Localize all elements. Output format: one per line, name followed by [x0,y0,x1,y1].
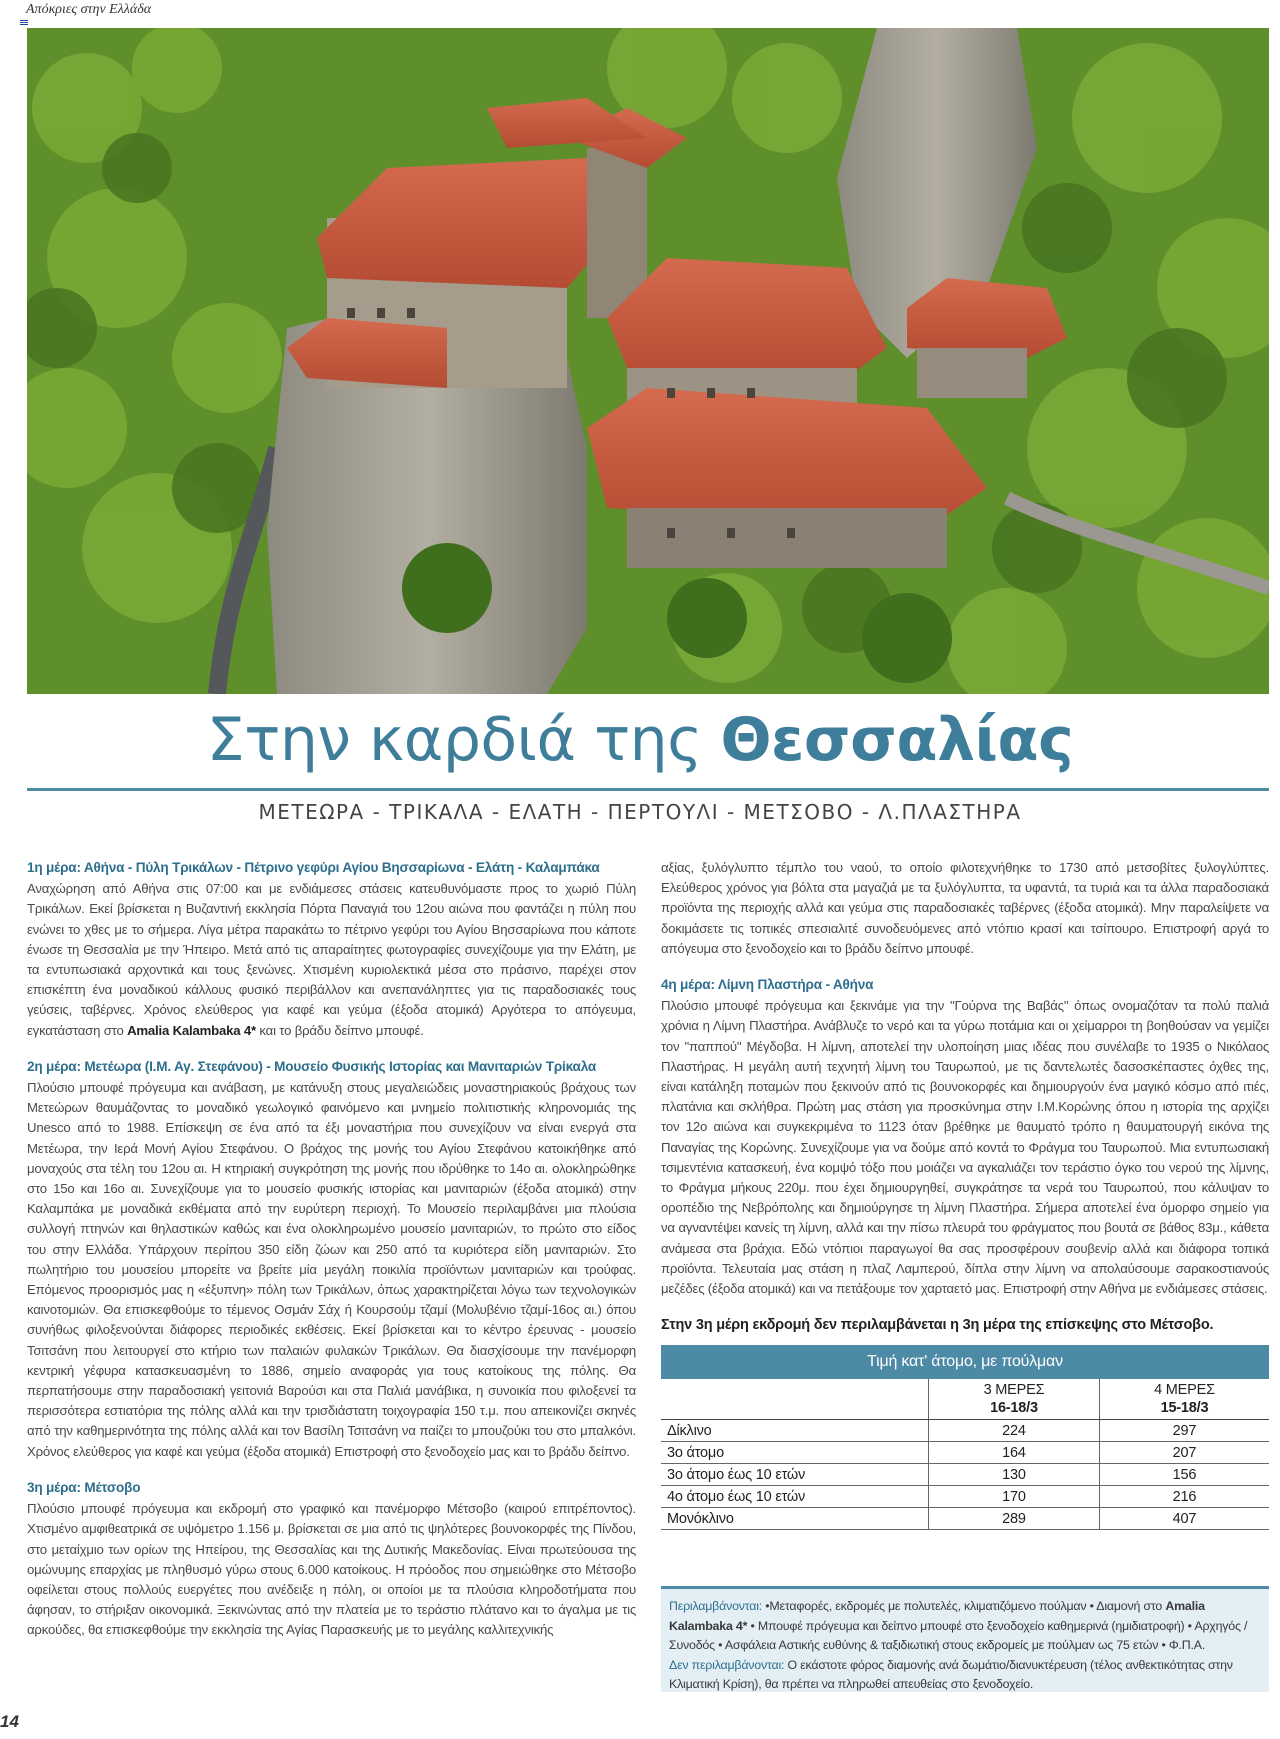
day-title: 4η μέρα: Λίμνη Πλαστήρα - Αθήνα [661,977,874,993]
day-3 [27,1478,636,1641]
hero-photo [27,28,1269,694]
itinerary-right-column [661,858,1269,1530]
includes-box: Περιλαμβάνονται: •Μεταφορές, εκδρομές με πολυτελές, κλιματιζόμενο πούλμαν • Διαμονή στο Amalia Kalambaka 4* • Μπουφέ πρόγευμα και δείπνο μπουφέ στο ξενοδοχείο καθημερινά (ημιδιατροφή) • Αρχηγός / Συνοδός • Ασφάλεια Αστικής ευθύνης & ταξιδιωτική στους εκδρομείς με πούλμαν ως 75 ετών • Φ.Π.Α. Δεν περιλαμβάνονται: Ο εκάστοτε φόρος διαμονής ανά δωμάτιο/διανυκτέρευση (τέλος ανθεκτικότητας στην Κλιματική Κρίση), θα πρέπει να πληρωθεί απευθείας στο ξενοδοχείο. [661,1586,1269,1692]
price-cell: 289 [929,1508,1100,1530]
table-row [661,1486,1269,1508]
trip-note: Στην 3η μέρη εκδρομή δεν περιλαμβάνεται η 3η μέρα της επίσκεψης στο Μέτσοβο. [661,1317,1214,1334]
price-cell: 297 [1099,1420,1269,1442]
includes-label: Περιλαμβάνονται: [669,1599,763,1613]
day-text: Αναχώρηση από Αθήνα στις 07:00 και με ενδιάμεσες στάσεις κατευθυνόμαστε προς το χωριό Πύλη Τρικάλων. Εκεί βρίσκεται η Βυζαντινή εκκλησία Πόρτα Παναγιά του 12ου αιώνα που φαντάζει η πύλη που ενώνει το χθες με το σήμερα. Λίγα μέτρα παρακάτω το πέτρινο γεφύρι του Αγίου Βησσαρίωνα που κάποτε ένωσε τη Θεσσαλία με την Ήπειρο. Μετά από τις απαραίτητες φωτογραφίες συνεχίζουμε για την Ελάτη, με τα εντυπωσιακά αρχοντικά και τους ξενώνες. Χτισμένη κυριολεκτικά μέσα στο πράσινο, παρέχει στον επισκέπτη ένα μοναδικού κάλλους φυσικό περιβάλλον και ανεπανάληπτες για τις παραδοσιακές τους γεύσεις, ταβέρνες. Χρόνος ελεύθερος για καφέ και γεύμα (έξοδα ατομικά) Αργότερα το απόγευμα, εγκατάσταση στο Amalia Kalambaka 4* και το βράδυ δείπνο μπουφέ. [27,881,636,1038]
route-subtitle: ΜΕΤΕΩΡΑ - ΤΡΙΚΑΛΑ - ΕΛΑΤΗ - ΠΕΡΤΟΥΛΙ - ΜΕΤΣΟΒΟ - Λ.ΠΛΑΣΤΗΡΑ [258,800,1022,824]
price-cell: 224 [929,1420,1100,1442]
day-2 [27,1057,636,1462]
page-number: 14 [0,1712,19,1731]
price-cell: 207 [1099,1442,1269,1464]
price-cell: 164 [929,1442,1100,1464]
table-row [661,1508,1269,1530]
row-label: 3ο άτομο έως 10 ετών [661,1464,929,1486]
column-4-days: 4 ΜΕΡΕΣ 15-18/3 [1099,1379,1269,1420]
itinerary-left-column [27,858,636,1657]
day-3-continued [661,858,1269,959]
day-text: Πλούσιο μπουφέ πρόγευμα και ξεκινάμε για την "Γούρνα της Βαβάς" όπως ονομαζόταν τα πολύ παλιά χρόνια η Λίμνη Πλαστήρα. Ανάβλυζε το νερό και τα γύρω ποτάμια και οι χείμαρροι τη βοηθούσαν να γεμίζει τον "παππού" Μέγδοβα. Η λίμνη, αποτελεί την υλοποίηση μιας ιδέας που συνέλαβε το 1935 ο Νικόλαος Πλαστήρας. Η μεγάλη αυτή τεχνητή λίμνη του Ταυρωπού, με τις δαντελωτές δασοσκέπαστες όχθες της, είναι κατάληξη ποταμών που ξεκινούν από τις βουνοκορφές και δημιουργούν ένα μαγικό κόσμο από ιτιές, πλατάνια και σκλήθρα. Πρώτη μας στάση για προσκύνημα στην Ι.Μ.Κορώνης όπου η ιστορία της αρχίζει τον 12ο αιώνα και συγκεκριμένα το 1123 όταν βρέθηκε με θαυματό τρόπο η θαυματουργή εικόνα της Παναγίας της Κορώνης. Συνεχίζουμε για να δούμε από κοντά το Φράγμα του Ταυρωπού. Μια εντυπωσιακή τσιμεντένια κατασκευή, ένα κομψό τόξο που μοιάζει να αγκαλιάζει τον τεράστιο όγκο του νερού της λίμνης, το Φράγμα μήκους 220μ. που έχει δημιουργηθεί, συγκράτησε τα νερά του Ταυρωπού, που κάλυψαν το οροπέδιο της Νεβρόπολης και δημιούργησε τη λίμνη Πλαστήρα. Σήμερα αποτελεί ένα όμορφο σημείο για να αγναντέψει κανείς τη λίμνη, αλλά και την πίσω πλευρά του φράγματος που βουτά σε βάθος 83μ., κάθετα ανάμεσα στα βράχια. Εδώ ντόπιοι παραγωγοί θα σας προσφέρουν σουβενίρ αλλά και διάφορα τοπικά προϊόντα. Τελευταία μας στάση η πλαζ Λαμπερού, δίπλα στην λίμνη να απολαύσουμε σαρακοστιανούς μεζέδες (έξοδα ατομικά) και να πετάξουμε τον χαρταετό μας. Επιστροφή στην Αθήνα με ενδιάμεσες στάσεις. [661,998,1269,1297]
price-cell: 216 [1099,1486,1269,1508]
row-label: 4ο άτομο έως 10 ετών [661,1486,929,1508]
price-table [661,1345,1269,1530]
day-text: Πλούσιο μπουφέ πρόγευμα και εκδρομή στο γραφικό και πανέμορφο Μέτσοβο (καιρού επιτρέποντος). Χτισμένο αμφιθεατρικά σε υψόμετρο 1.156 μ. βρίσκεται σε μια από τις ψηλότερες βουνοκορφές της Πίνδου, στο μεταίχμιο των ορίων της Ηπείρου, της Θεσσαλίας και της Δυτικής Μακεδονίας. Είναι πρωτεύουσα της ομώνυμης επαρχίας με πληθυσμό γύρω στους 6.000 κατοίκους. Η πρόοδος που σημειώθηκε στο Μέτσοβο οφείλεται στους πολλούς ευεργέτες που ανέδειξε η πόλη, οι οποίοι με τα πλούσια κληροδοτήματα που άφησαν, το στήριξαν οικονομικά. Ξεκινώντας από την πλατεία με το τεράστιο πλάτανο και το άγαλμα με τις αρκούδες, θα επισκεφθούμε την εκκλησία της Αγίας Παρασκευής με το μεγάλης καλλιτεχνικής [27,1501,636,1638]
day-title: 2η μέρα: Μετέωρα (Ι.Μ. Αγ. Στεφάνου) - Μουσείο Φυσικής Ιστορίας και Μανιταριών Τρίκαλα [27,1058,597,1074]
column-3-days: 3 ΜΕΡΕΣ 16-18/3 [929,1379,1100,1420]
price-table-caption: Τιμή κατ' άτομο, με πούλμαν [661,1345,1269,1379]
price-cell: 156 [1099,1464,1269,1486]
table-row [661,1464,1269,1486]
title-divider [27,788,1269,791]
row-label: 3ο άτομο [661,1442,929,1464]
price-cell: 130 [929,1464,1100,1486]
price-table-corner [661,1379,929,1420]
price-cell: 407 [1099,1508,1269,1530]
table-row [661,1442,1269,1464]
row-label: Μονόκλινο [661,1508,929,1530]
table-row [661,1420,1269,1442]
price-cell: 170 [929,1486,1100,1508]
day-1 [27,858,636,1041]
day-text: Πλούσιο μπουφέ πρόγευμα και ανάβαση, με κατάνυξη στους μεγαλειώδεις μοναστηριακούς βράχους των Μετεώρων θαυμάζοντας το μοναδικό γεωλογικό φαινόμενο και μνημείο πολιτιστικής κληρονομιάς της Unesco από το 1988. Επίσκεψη σε ένα από τα έξι μοναστήρια που συνεχίζουν να είναι ενεργά στα Μετέωρα, την Ιερά Μονή Αγίου Στεφάνου. Ο βράχος της μονής του Αγίου Στεφάνου κατοικήθηκε από μοναχούς στα τέλη του 12ου αι. Η κτηριακή συγκρότηση της μονής που ιδρύθηκε το 14ο αι. ολοκληρώθηκε στο 15ο και 16ο αι. Συνεχίζουμε για το μουσείο φυσικής ιστορίας και μανιταριών (έξοδα ατομικά) στην Καλαμπάκα με μοναδικά εκθέματα από την ευρύτερη περιοχή. Το Μουσείο περιλαμβάνει μια πλούσια συλλογή πτηνών και θηλαστικών καθώς και ένα ολοκληρωμένο μουσείο μανιταριών, το πρώτο στο είδος του στην Ελλάδα. Υπάρχουν περίπου 350 είδη ζώων και 250 από τα κυριότερα είδη μανιταριών. Στο πωλητήριο του μουσείου μπορείτε να βρείτε μία μεγάλη ποικιλία προϊόντων μανιταριών και τρούφας. Επόμενος προορισμός μας η «έξυπνη» πόλη των Τρικάλων, όπως χαρακτηρίζεται λόγω των τεχνολογικών καινοτομιών. Θα επισκεφθούμε το τέμενος Οσμάν Σάχ ή Κουρσούμ τζαμί (Μολυβένιο τζαμί-16ος αι.) όπου συνήθως φιλοξενούνται διάφορες περιοδικές εκθέσεις. Εκεί βρίσκεται και το κέντρο έρευνας - μουσείο Τσιτσάνη που λειτουργεί στο κτήριο των παλαιών φυλακών Τρικάλων. Θα διασχίσουμε την πανέμορφη κεντρική γέφυρα κατασκευασμένη το 1886, σημείο αναφοράς για τους κατοίκους της πόλης. Θα περπατήσουμε στην παραδοσιακή γειτονιά Βαρούσι και στα Παλιά μανάβικα, η συνοικία που φιλοξενεί τα περισσότερα εστιατόρια της πόλης αλλά και την τρισδιάστατη τοιχογραφία 150 τ.μ. που απεικονίζει σκηνές από την καθημερινότητα της πόλης αλλά και τον Βασίλη Τσιτσάνη να παίζει το μπουζούκι του στο μπαλκόνι. Χρόνος ελεύθερος για καφέ και γεύμα (έξοδα ατομικά) Επιστροφή στο ξενοδοχείο μας και το βράδυ δείπνο. [27,1080,636,1459]
meteora-monastery-photo-icon [27,28,1269,694]
running-head: Απόκριες στην Ελλάδα [26,2,152,17]
day-text: αξίας, ξυλόγλυπτο τέμπλο του ναού, το οποίο φιλοτεχνήθηκε το 1730 από μετσοβίτες ξυλογλύπτες. Ελεύθερος χρόνος για βόλτα στα μαγαζιά με τα ξυλόγλυπτα, τα υφαντά, τα τυριά και τα άλλα παραδοσιακά προϊόντα της περιοχής αλλά και γεύμα στις παραδοσιακές ταβέρνες (έξοδα ατομικά). Μην παραλείψετε να δοκιμάσετε τις τοπικές σπεσιαλιτέ συνοδευόμενες από ντόπιο κρασί και τσίπουρο. Επιστροφή αργά το απόγευμα στο ξενοδοχείο και το βράδυ δείπνο μπουφέ. [661,860,1269,956]
page-title: Στην καρδιά της Θεσσαλίας [206,705,1074,775]
day-title: 3η μέρα: Μέτσοβο [27,1479,141,1495]
day-title: 1η μέρα: Αθήνα - Πύλη Τρικάλων - Πέτρινο γεφύρι Αγίου Βησσαρίωνα - Ελάτη - Καλαμπάκα [27,860,600,875]
excludes-label: Δεν περιλαμβάνονται: [669,1657,785,1672]
day-4 [661,975,1269,1299]
greek-flag-icon [20,20,28,26]
row-label: Δίκλινο [661,1420,929,1442]
